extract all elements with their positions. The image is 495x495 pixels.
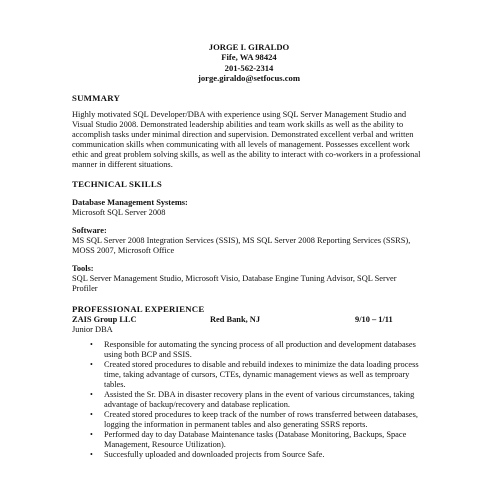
- list-item-text: Succesfully uploaded and downloaded projects from Source Safe.: [104, 449, 325, 459]
- list-item-text: Responsible for automating the syncing process of all production and development databases using both BCP and SSIS.: [104, 339, 416, 359]
- list-item: [90, 390, 432, 410]
- skill-group-tools: [72, 264, 495, 294]
- technical-skills-heading: TECHNICAL SKILLS: [72, 178, 162, 189]
- job-bullet-list: [72, 340, 432, 460]
- list-item: [90, 340, 432, 360]
- bullet-icon: •: [90, 339, 93, 349]
- summary-heading: SUMMARY: [72, 92, 121, 103]
- skill-group-software: [72, 226, 495, 256]
- summary-text: Highly motivated SQL Developer/DBA with experience using SQL Server Management Studio and Visual Studio 2008. Demonstrated leadership abilities and team work skills as well as the ability to accomplish tasks under minimal direction and supervision. Demonstrated excellent verbal and written communication skills when communicating with all levels of management. Possesses excellent work ethic and great problem solving skills, as well as the ability to interact with co-workers in a professional manner in different situations.: [72, 109, 421, 169]
- job-header-line: [72, 315, 424, 325]
- list-item: [90, 410, 432, 430]
- job-dates: 9/10 – 1/11: [355, 314, 393, 324]
- list-item-text: Assisted the Sr. DBA in disaster recovery plans in the event of various circumstances, taking advantage of backup/recovery and database replication.: [104, 389, 415, 409]
- list-item: [90, 360, 432, 390]
- list-item-text: Performed day to day Database Maintenance tasks (Database Monitoring, Backups, Space Management, Resource Utilization).: [104, 429, 407, 449]
- skill-group-text: MS SQL Server 2008 Integration Services (SSIS), MS SQL Server 2008 Reporting Services (SSRS), MOSS 2007, Microsoft Office: [72, 235, 411, 255]
- list-item: [90, 430, 432, 450]
- skill-group-label: Tools:: [72, 263, 94, 273]
- candidate-email: jorge.giraldo@setfocus.com: [197, 73, 301, 84]
- skill-group-text: SQL Server Management Studio, Microsoft Visio, Database Engine Tuning Advisor, SQL Server Profiler: [72, 273, 397, 293]
- skill-group-dbms: [72, 198, 495, 218]
- skill-group-label: Software:: [72, 225, 107, 235]
- bullet-icon: •: [90, 449, 93, 459]
- candidate-name: JORGE I. GIRALDO: [208, 42, 290, 52]
- bullet-icon: •: [90, 429, 93, 439]
- professional-experience-heading: PROFESSIONAL EXPERIENCE: [72, 303, 205, 314]
- skill-group-text: Microsoft SQL Server 2008: [72, 207, 166, 217]
- job-role: Junior DBA: [72, 324, 113, 334]
- list-item-text: Created stored procedures to disable and rebuild indexes to minimize the data loading process time, taking advantage of cursors, CTEs, dynamic management views as well as temproary tables.: [104, 359, 419, 389]
- list-item-text: Created stored procedures to keep track of the number of rows transferred between databases, logging the information in permanent tables and also generating SSRS reports.: [104, 409, 418, 429]
- candidate-address: Fife, WA 98424: [221, 52, 277, 63]
- list-item: [90, 450, 432, 460]
- job-company: ZAIS Group LLC: [72, 314, 137, 324]
- bullet-icon: •: [90, 389, 93, 399]
- bullet-icon: •: [90, 409, 93, 419]
- bullet-icon: •: [90, 359, 93, 369]
- resume-header: [74, 42, 424, 84]
- job-entry: [72, 315, 495, 460]
- candidate-phone: 201-562-2314: [224, 62, 274, 73]
- skill-group-label: Database Management Systems:: [72, 197, 188, 207]
- job-location: Red Bank, NJ: [210, 314, 261, 324]
